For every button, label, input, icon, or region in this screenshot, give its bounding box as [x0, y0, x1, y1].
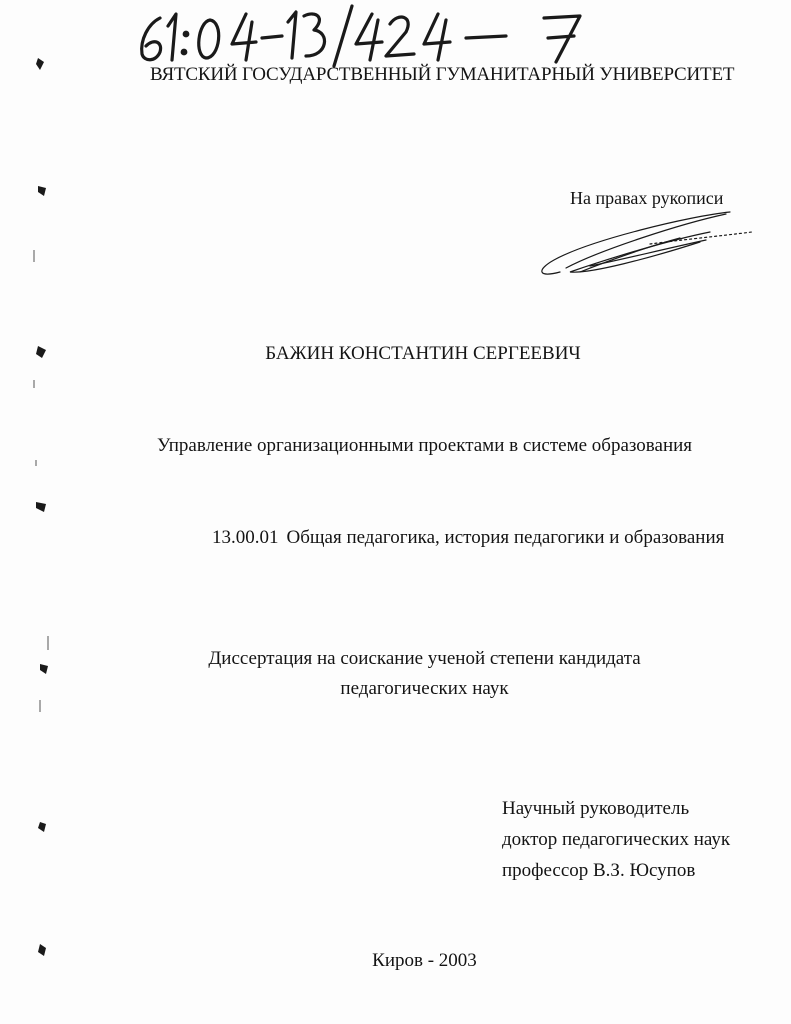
rights-note: На правах рукописи: [570, 188, 724, 208]
city-year: Киров - 2003: [372, 950, 477, 971]
author-name: БАЖИН КОНСТАНТИН СЕРГЕЕВИЧ: [265, 343, 581, 364]
scan-margin-marks: [0, 0, 60, 1024]
university-name: ВЯТСКИЙ ГОСУДАРСТВЕННЫЙ ГУМАНИТАРНЫЙ УНИВЕРСИТЕТ: [150, 64, 735, 85]
signature-icon: [530, 200, 760, 290]
supervisor-role: Научный руководитель: [502, 798, 690, 819]
degree-line-2: педагогических наук: [340, 678, 509, 699]
specialty: [212, 527, 724, 549]
dissertation-title: Управление организационными проектами в системе образования: [156, 435, 693, 456]
specialty-name: Общая педагогика, история педагогики и образования: [286, 527, 725, 548]
specialty-code: 13.00.01: [212, 527, 279, 548]
supervisor-name: профессор В.З. Юсупов: [502, 860, 696, 881]
degree-line-1: Диссертация на соискание ученой степени кандидата: [208, 648, 641, 669]
supervisor-degree: доктор педагогических наук: [502, 829, 731, 850]
handwritten-archive-number: [0, 0, 620, 70]
